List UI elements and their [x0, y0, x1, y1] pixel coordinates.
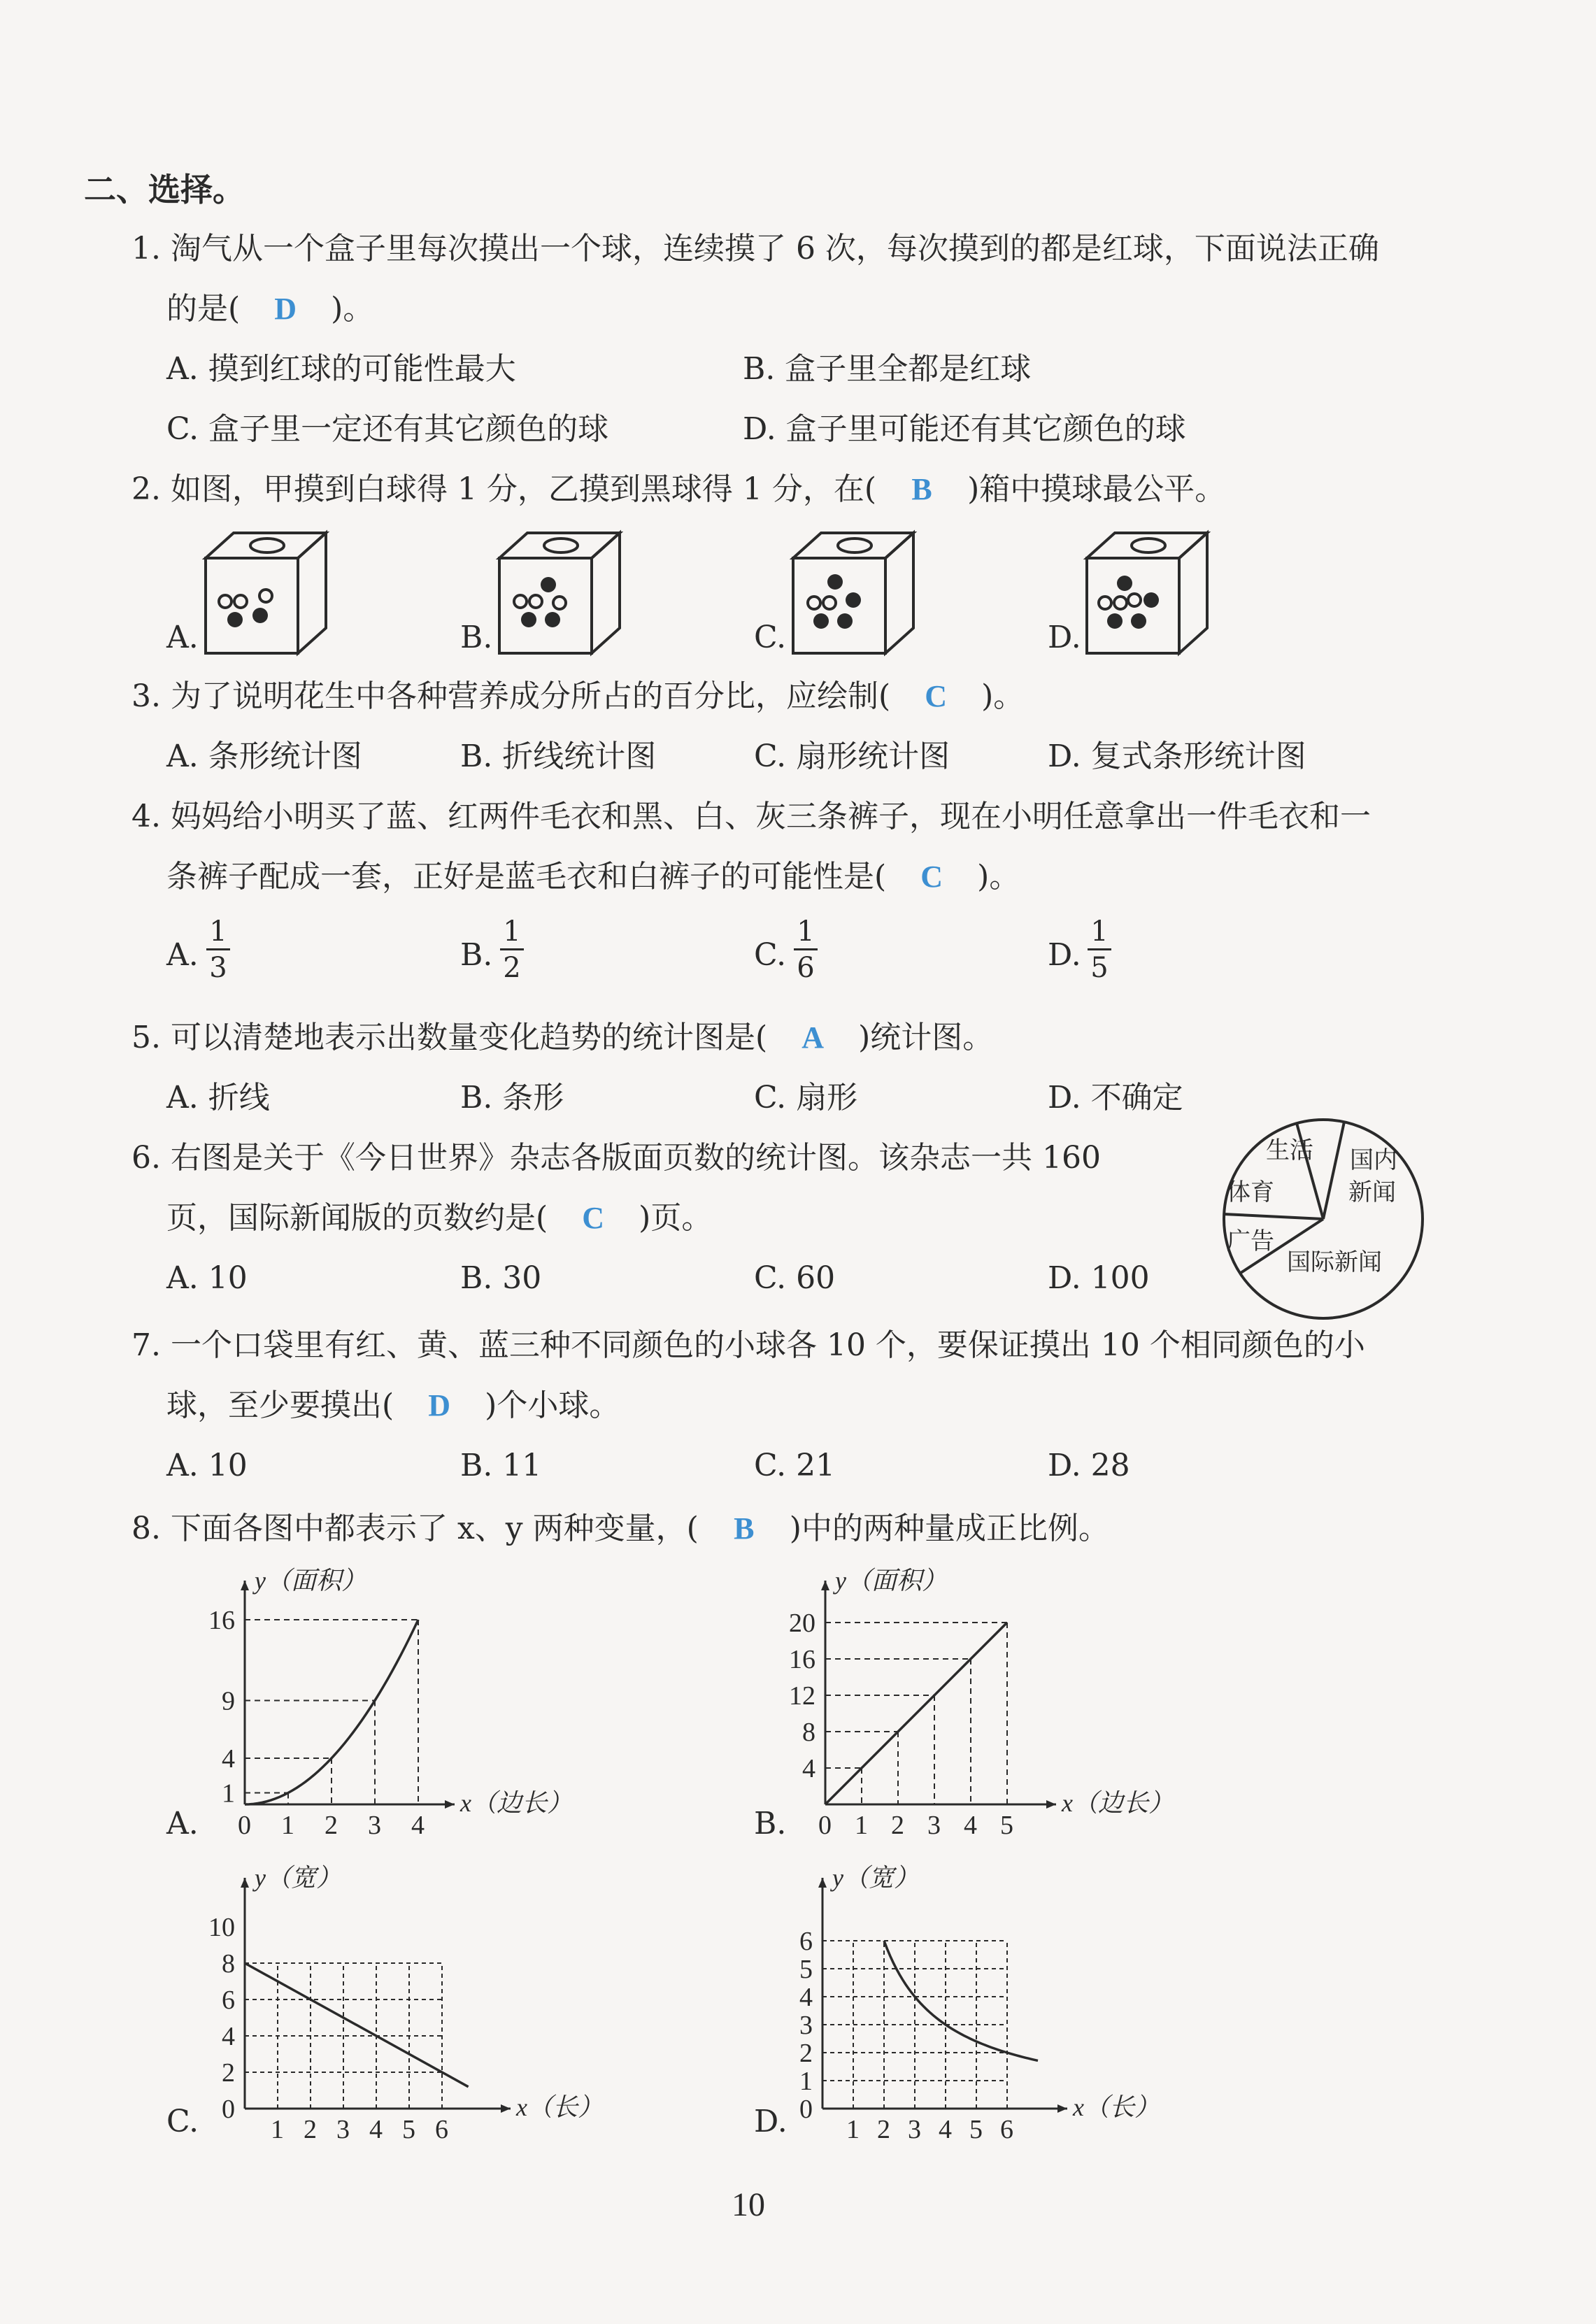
y-tick-label: 9 [222, 1686, 235, 1716]
y-axis-label: y（面积） [255, 1567, 366, 1595]
q2-option-b: B. [460, 620, 493, 655]
y-tick-label: 1 [799, 2067, 813, 2096]
x-tick-label: 4 [964, 1811, 977, 1840]
q4-frac-a-den: 3 [209, 952, 227, 984]
y-tick-label: 4 [799, 1983, 813, 2012]
q4-frac-c-den: 6 [797, 952, 815, 984]
q7-prefix: 球，至少要摸出( [166, 1388, 394, 1423]
q5-option-b: B. 条形 [460, 1080, 564, 1115]
q5-option-c: C. 扇形 [754, 1080, 858, 1115]
q6-option-b: B. 30 [460, 1260, 542, 1296]
q7-suffix: )个小球。 [485, 1388, 620, 1423]
q5-option-a: A. 折线 [166, 1080, 270, 1115]
x-tick-label: 0 [818, 1811, 832, 1840]
y-tick-label: 20 [789, 1609, 815, 1638]
pie-label-domestic-2: 新闻 [1348, 1180, 1396, 1206]
q3-option-d: D. 复式条形统计图 [1048, 739, 1306, 774]
q8-option-a: A. [166, 1806, 199, 1841]
data-line [884, 1941, 1038, 2060]
q6-suffix: )页。 [639, 1200, 713, 1236]
q4-frac-d-num: 1 [1090, 915, 1109, 948]
q8-option-b: B. [754, 1806, 787, 1841]
q4-frac-b-num: 1 [503, 915, 521, 948]
box-b [497, 530, 622, 656]
q4-option-c: C. [754, 937, 787, 973]
y-axis-label: y（面积） [835, 1567, 947, 1595]
x-tick-label: 5 [969, 2115, 983, 2144]
y-tick-label: 10 [208, 1913, 235, 1942]
q7-option-c: C. 21 [754, 1448, 836, 1483]
q6-prefix: 页，国际新闻版的页数约是( [166, 1200, 548, 1236]
x-axis-arrow [445, 1800, 455, 1809]
y-tick-label: 4 [222, 2022, 235, 2051]
q5-option-d: D. 不确定 [1048, 1080, 1183, 1115]
q4-prefix: 条裤子配成一套，正好是蓝毛衣和白裤子的可能性是( [166, 859, 887, 894]
q5-suffix: )统计图。 [858, 1020, 994, 1055]
y-axis-arrow [821, 1581, 829, 1590]
y-tick-label: 4 [222, 1744, 235, 1774]
q7-line2 [166, 1388, 620, 1424]
q4-frac-a-bar [206, 948, 230, 950]
y-tick-label: 0 [222, 2095, 235, 2124]
pie-label-international: 国际新闻 [1287, 1250, 1382, 1276]
q2-option-c: C. [754, 620, 787, 655]
q6-option-c: C. 60 [754, 1260, 836, 1296]
data-line [245, 1620, 418, 1804]
y-tick-label: 2 [222, 2058, 235, 2088]
x-axis-arrow [1046, 1800, 1056, 1809]
q7-line1: 7. 一个口袋里有红、黄、蓝三种不同颜色的小球各 10 个，要保证摸出 10 个相同颜色的小 [131, 1327, 1365, 1363]
y-tick-label: 16 [208, 1606, 235, 1635]
graph-d [776, 1864, 1168, 2151]
q1-prefix: 的是( [166, 291, 241, 327]
y-tick-label: 2 [799, 2039, 813, 2068]
q4-frac-d-den: 5 [1090, 952, 1109, 984]
y-tick-label: 16 [789, 1645, 815, 1674]
q1-line1: 1. 淘气从一个盒子里每次摸出一个球，连续摸了 6 次，每次摸到的都是红球，下面说法正确 [131, 231, 1379, 266]
x-axis-arrow [501, 2104, 511, 2113]
q2-line [131, 471, 1225, 508]
q5-prefix: 5. 可以清楚地表示出数量变化趋势的统计图是( [131, 1020, 768, 1055]
q1-answer: D [274, 292, 297, 326]
x-tick-label: 4 [411, 1811, 425, 1840]
q1-option-c: C. 盒子里一定还有其它颜色的球 [166, 411, 609, 447]
pie-divider-4 [1323, 1122, 1344, 1219]
q3-option-c: C. 扇形统计图 [754, 739, 950, 774]
x-tick-label: 6 [435, 2115, 448, 2144]
q6-line1: 6. 右图是关于《今日世界》杂志各版面页数的统计图。该杂志一共 160 [131, 1140, 1101, 1176]
q1-line2 [166, 291, 373, 327]
pie-label-sports: 体育 [1227, 1180, 1274, 1206]
q4-answer: C [920, 860, 943, 894]
page-number: 10 [732, 2186, 765, 2223]
y-tick-label: 0 [799, 2095, 813, 2124]
q3-option-b: B. 折线统计图 [460, 739, 657, 774]
q4-option-a: A. [166, 937, 199, 973]
q7-option-d: D. 28 [1048, 1448, 1130, 1483]
pie-label-ads: 广告 [1227, 1229, 1274, 1255]
x-tick-label: 4 [369, 2115, 383, 2144]
x-tick-label: 4 [939, 2115, 952, 2144]
box-c [790, 530, 916, 656]
y-tick-label: 3 [799, 2011, 813, 2040]
graph-c [196, 1864, 603, 2151]
q4-frac-b-bar [500, 948, 524, 950]
q2-answer: B [911, 472, 932, 506]
q5-line [131, 1020, 993, 1056]
q7-option-a: A. 10 [166, 1448, 248, 1483]
q3-suffix: )。 [981, 678, 1025, 714]
pie-label-domestic-1: 国内 [1350, 1148, 1397, 1174]
q3-option-a: A. 条形统计图 [166, 739, 362, 774]
q4-frac-b-den: 2 [503, 952, 521, 984]
graph-a [196, 1567, 587, 1846]
pie-divider-2 [1224, 1214, 1323, 1219]
q8-answer: B [734, 1511, 755, 1546]
y-tick-label: 4 [802, 1754, 815, 1783]
y-tick-label: 1 [222, 1778, 235, 1809]
q4-suffix: )。 [977, 859, 1020, 894]
q4-frac-d-bar [1088, 948, 1111, 950]
x-tick-label: 1 [271, 2115, 284, 2144]
q7-option-b: B. 11 [460, 1448, 542, 1483]
y-tick-label: 6 [799, 1927, 813, 1956]
x-tick-label: 5 [402, 2115, 415, 2144]
x-tick-label: 5 [1000, 1811, 1013, 1840]
x-tick-label: 3 [927, 1811, 941, 1840]
y-axis-arrow [241, 1581, 249, 1590]
y-tick-label: 6 [222, 1986, 235, 2015]
q2-suffix: )箱中摸球最公平。 [967, 471, 1226, 507]
q3-answer: C [925, 679, 948, 713]
x-tick-label: 6 [1000, 2115, 1013, 2144]
q1-option-a: A. 摸到红球的可能性最大 [166, 351, 516, 387]
q1-option-b: B. 盒子里全都是红球 [743, 351, 1032, 387]
y-tick-label: 5 [799, 1955, 813, 1984]
q6-line2 [166, 1200, 712, 1236]
graph-b [776, 1567, 1174, 1846]
box-d [1084, 530, 1210, 656]
q3-line [131, 678, 1024, 715]
q3-prefix: 3. 为了说明花生中各种营养成分所占的百分比，应绘制( [131, 678, 891, 714]
x-axis-label: x（长） [516, 2093, 603, 2121]
q2-option-a: A. [166, 620, 199, 655]
q4-frac-a-num: 1 [209, 915, 227, 948]
q6-option-a: A. 10 [166, 1260, 248, 1296]
y-axis-arrow [818, 1878, 827, 1888]
y-axis-label: y（宽） [255, 1864, 341, 1892]
x-tick-label: 3 [908, 2115, 921, 2144]
q8-line [131, 1511, 1109, 1547]
q4-line2 [166, 859, 1020, 895]
q2-option-d: D. [1048, 620, 1081, 655]
x-tick-label: 2 [304, 2115, 317, 2144]
q5-answer: A [801, 1020, 825, 1055]
magazine-pie-chart [1218, 1118, 1428, 1320]
x-tick-label: 1 [281, 1811, 294, 1840]
q8-suffix: )中的两种量成正比例。 [789, 1511, 1109, 1546]
q8-option-d: D. [754, 2104, 788, 2139]
x-tick-label: 0 [238, 1811, 251, 1840]
box-a [203, 530, 329, 656]
q8-option-c: C. [166, 2104, 199, 2139]
q6-option-d: D. 100 [1048, 1260, 1150, 1296]
q4-line1: 4. 妈妈给小明买了蓝、红两件毛衣和黑、白、灰三条裤子，现在小明任意拿出一件毛衣和一 [131, 799, 1371, 834]
x-tick-label: 2 [877, 2115, 890, 2144]
x-axis-label: x（长） [1073, 2093, 1160, 2121]
section-title: 二、选择。 [84, 171, 245, 208]
x-axis-arrow [1057, 2104, 1067, 2113]
q4-frac-c-bar [794, 948, 818, 950]
q4-option-b: B. [460, 937, 493, 973]
pie-label-life: 生活 [1266, 1138, 1313, 1164]
x-axis-label: x（边长） [460, 1789, 572, 1817]
x-tick-label: 1 [846, 2115, 860, 2144]
q4-option-d: D. [1048, 937, 1081, 973]
q6-answer: C [582, 1201, 605, 1235]
q4-frac-c-num: 1 [797, 915, 815, 948]
q8-prefix: 8. 下面各图中都表示了 x、y 两种变量，( [131, 1511, 699, 1546]
data-line [825, 1623, 1007, 1804]
y-tick-label: 8 [802, 1718, 815, 1747]
q7-answer: D [428, 1388, 451, 1423]
x-tick-label: 1 [855, 1811, 868, 1840]
q1-suffix: )。 [331, 291, 374, 327]
y-axis-arrow [241, 1878, 249, 1888]
q2-prefix: 2. 如图，甲摸到白球得 1 分，乙摸到黑球得 1 分，在( [131, 471, 877, 507]
y-tick-label: 8 [222, 1949, 235, 1979]
q1-option-d: D. 盒子里可能还有其它颜色的球 [743, 411, 1186, 447]
x-tick-label: 2 [891, 1811, 904, 1840]
x-axis-label: x（边长） [1062, 1789, 1174, 1817]
y-tick-label: 12 [789, 1681, 815, 1711]
x-tick-label: 2 [325, 1811, 338, 1840]
x-tick-label: 3 [336, 2115, 350, 2144]
x-tick-label: 3 [368, 1811, 381, 1840]
y-axis-label: y（宽） [832, 1864, 919, 1892]
